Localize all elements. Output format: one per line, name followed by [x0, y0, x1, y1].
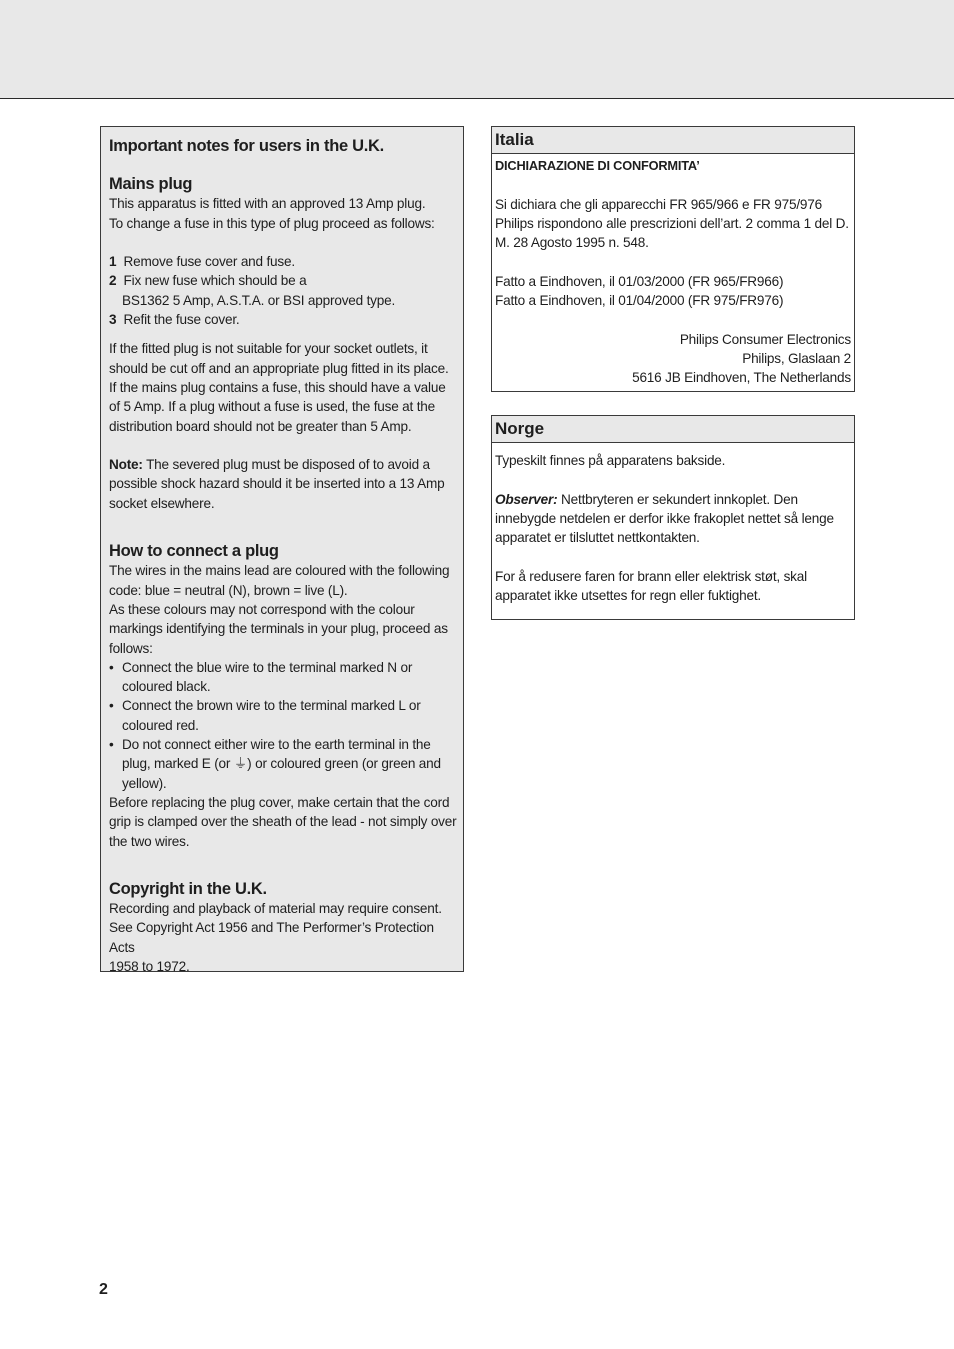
step-item: 1 Remove fuse cover and fuse. [109, 254, 295, 270]
step-continuation: BS1362 5 Amp, A.S.T.A. or BSI approved type. [122, 292, 396, 308]
header-band [0, 0, 954, 99]
bullet-continuation: plug, marked E (or ⏚) or coloured green (or green and [122, 756, 441, 772]
italia-line: M. 28 Agosto 1995 n. 548. [495, 235, 649, 251]
fitted-plug-line: distribution board should not be greater than 5 Amp. [109, 418, 412, 434]
before-line: grip is clamped over the sheath of the lead - not simply over [109, 814, 457, 830]
note-line: possible shock hazard should it be inserted into a 13 Amp [109, 476, 445, 492]
note-label: Note: [109, 457, 143, 473]
uk-title: Important notes for users in the U.K. [109, 137, 384, 155]
italia-subtitle: DICHIARAZIONE DI CONFORMITA’ [495, 158, 700, 173]
norge-line: For å redusere faren for brann eller elektrisk støt, skal [495, 568, 807, 584]
copyright-line: 1958 to 1972. [109, 958, 190, 974]
mains-line: To change a fuse in this type of plug proceed as follows: [109, 215, 435, 231]
note-line: socket elsewhere. [109, 495, 215, 511]
copyright-line: Recording and playback of material may require consent. [109, 901, 442, 917]
norge-box [491, 415, 855, 620]
connect-line: The wires in the mains lead are coloured with the following [109, 563, 450, 579]
italia-line: Fatto a Eindhoven, il 01/03/2000 (FR 965/FR966) [495, 273, 784, 289]
italia-address-line: Philips, Glaslaan 2 [742, 350, 851, 366]
uk-notes-box [100, 126, 464, 972]
norge-observer-line: apparatet er tilsluttet nettkontakten. [495, 530, 700, 546]
connect-line: markings identifying the terminals in your plug, proceed as [109, 621, 448, 637]
connect-line: follows: [109, 640, 153, 656]
fitted-plug-line: should be cut off and an appropriate plug fitted in its place. [109, 360, 449, 376]
connect-line: As these colours may not correspond with the colour [109, 601, 415, 617]
observer-label: Observer: [495, 491, 558, 507]
bullet-item: • Connect the brown wire to the terminal marked L or [109, 698, 421, 714]
italia-address-line: Philips Consumer Electronics [679, 331, 851, 347]
before-line: Before replacing the plug cover, make certain that the cord [109, 794, 450, 810]
norge-line: Typeskilt finnes på apparatens bakside. [495, 453, 726, 468]
italia-line: Philips rispondono alle prescrizioni dell’art. 2 comma 1 del D. [495, 215, 849, 231]
copyright-heading: Copyright in the U.K. [109, 880, 267, 899]
connect-plug-heading: How to connect a plug [109, 542, 279, 561]
before-line: the two wires. [109, 833, 190, 849]
page-number: 2 [99, 1281, 108, 1298]
norge-line: apparatet ikke utsettes for regn eller fuktighet. [495, 588, 762, 604]
mains-line: This apparatus is fitted with an approved 13 Amp plug. [109, 196, 426, 212]
fitted-plug-line: If the fitted plug is not suitable for your socket outlets, it [109, 341, 428, 357]
italia-address-line: 5616 JB Eindhoven, The Netherlands [632, 370, 851, 386]
step-item: 3 Refit the fuse cover. [109, 312, 240, 328]
copyright-line: See Copyright Act 1956 and The Performer’s Protection Acts [109, 920, 434, 955]
note-line: Note: The severed plug must be disposed of to avoid a [109, 457, 430, 473]
bullet-continuation: yellow). [122, 775, 167, 791]
bullet-item: • Connect the blue wire to the terminal marked N or [109, 659, 413, 675]
norge-observer-line: innebygde netdelen er derfor ikke frakoplet nettet så lenge [495, 510, 834, 526]
italia-line: Fatto a Eindhoven, il 01/04/2000 (FR 975/FR976) [495, 293, 784, 309]
italia-line: Si dichiara che gli apparecchi FR 965/966 e FR 975/976 [495, 196, 822, 212]
mains-plug-heading: Mains plug [109, 175, 193, 194]
norge-observer-line: Observer: Nettbryteren er sekundert innkoplet. Den [495, 491, 798, 507]
step-item: 2 Fix new fuse which should be a [109, 273, 307, 289]
bullet-item: • Do not connect either wire to the earth terminal in the [109, 737, 431, 753]
italia-box [491, 126, 855, 392]
fitted-plug-line: of 5 Amp. If a plug without a fuse is used, the fuse at the [109, 399, 435, 415]
bullet-continuation: coloured black. [122, 679, 211, 695]
connect-line: code: blue = neutral (N), brown = live (L). [109, 582, 348, 598]
fitted-plug-line: If the mains plug contains a fuse, this should have a value [109, 379, 446, 395]
italia-title: Italia [492, 127, 854, 154]
norge-title: Norge [492, 416, 854, 443]
bullet-continuation: coloured red. [122, 717, 199, 733]
